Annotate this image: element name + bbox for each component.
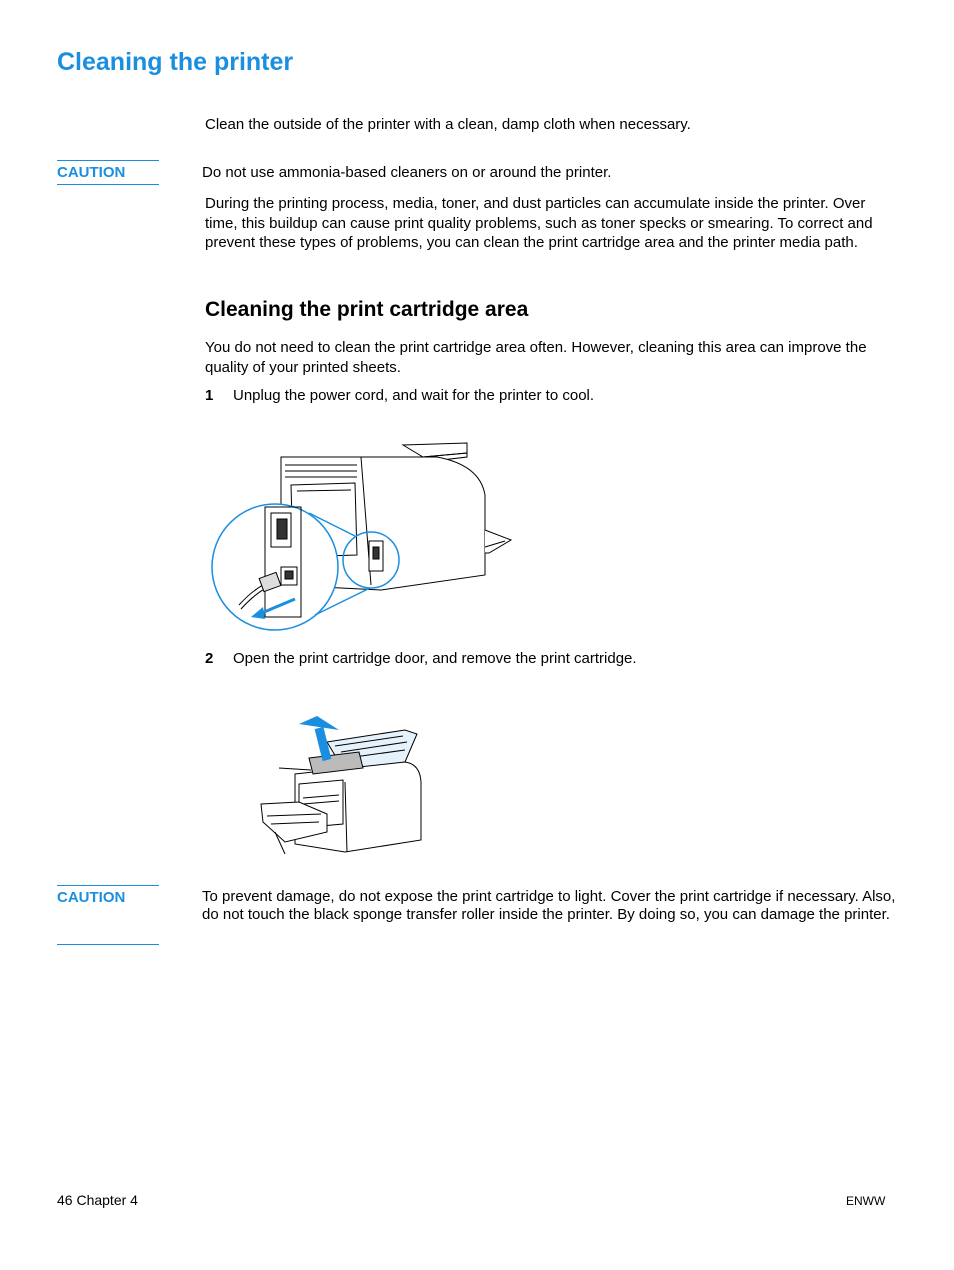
step-number: 1 <box>205 387 214 404</box>
caution-label: CAUTION <box>57 164 126 181</box>
body-paragraph: During the printing process, media, toner, and dust particles can accumulate inside the printer. Over time, this buildup can cause print quality problems, such as toner specks or smearing. To correct and prevent these types of problems, you can clean the print cartridge area and the printer media path. <box>205 195 873 251</box>
caution-rule-top <box>57 160 159 161</box>
caution-rule-bottom <box>57 184 159 185</box>
page-footer-label: ENWW <box>846 1194 886 1208</box>
caution-text: Do not use ammonia-based cleaners on or around the printer. <box>202 164 612 181</box>
section-heading: Cleaning the print cartridge area <box>205 298 529 321</box>
step-1 <box>205 386 594 405</box>
step-text: Open the print cartridge door, and remove the print cartridge. <box>233 650 637 667</box>
page-footer-number: 46 Chapter 4 <box>57 1192 138 1208</box>
section-intro: You do not need to clean the print cartridge area often. However, cleaning this area can improve the quality of your printed sheets. <box>205 339 867 376</box>
intro-paragraph: Clean the outside of the printer with a clean, damp cloth when necessary. <box>205 116 691 133</box>
step-text: Unplug the power cord, and wait for the printer to cool. <box>233 387 595 404</box>
caution-rule-bottom <box>57 944 159 945</box>
page-title: Cleaning the printer <box>57 48 294 76</box>
unplug-power-cord-illustration <box>205 435 525 640</box>
caution-text: To prevent damage, do not expose the print cartridge to light. Cover the print cartridge if necessary. Also, do not touch the black sponge transfer roller inside the printer. By doing so, you can damage the printer. <box>202 888 896 923</box>
caution-rule-top <box>57 885 159 886</box>
step-2 <box>205 649 637 668</box>
caution-label: CAUTION <box>57 889 126 906</box>
remove-cartridge-illustration <box>255 712 430 862</box>
step-number: 2 <box>205 650 214 667</box>
